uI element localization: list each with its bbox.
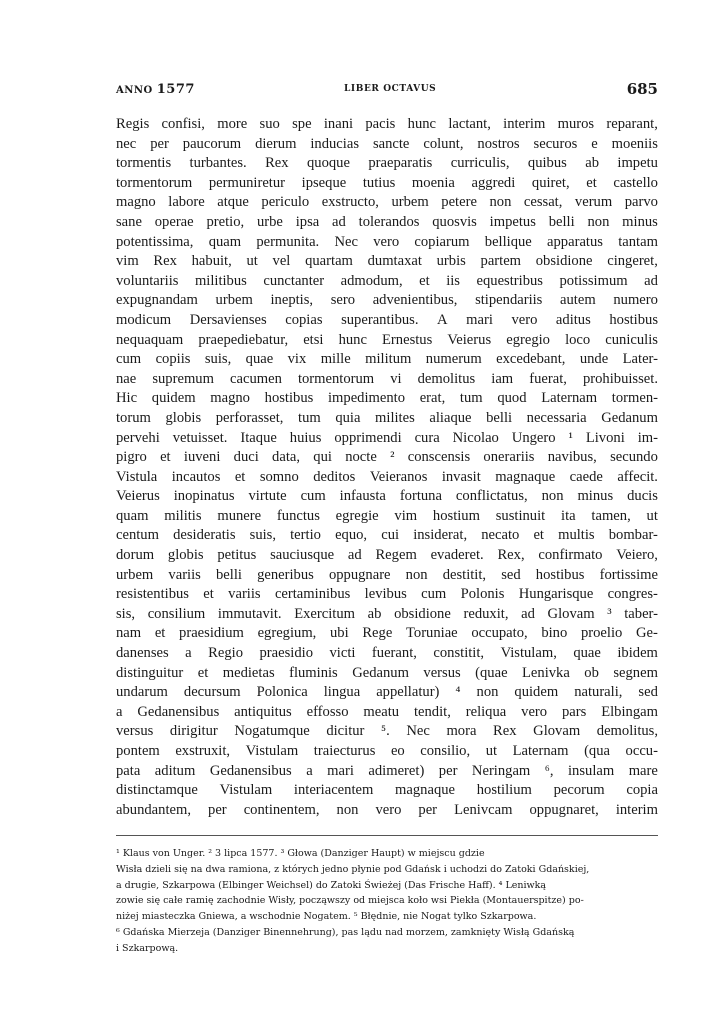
text-line: nec per paucorum dierum inducias sancte colunt, nostros securos e moeniis: [116, 135, 658, 152]
text-line: pigro et iuveni duci data, qui nocte ² conscensis onerariis navibus, secundo: [116, 449, 658, 466]
text-line: nae supremum cacumen tormentorum vi demolitus iam fuerat, prohibuisset.: [116, 370, 658, 387]
text-line: pontem exstruxit, Vistulam traiecturus eo consilio, ut Laternam (qua occu-: [116, 743, 658, 759]
header-book-title: LIBER OCTAVUS: [344, 84, 437, 94]
text-line: danenses a Regio praesidio victi fuerant, constitit, Vistulam, quae ibidem: [116, 645, 658, 662]
text-line: pervehi vetuisset. Itaque huius opprimendi cura Nicolao Ungero ¹ Livoni im-: [116, 429, 658, 446]
text-line: vim Rex habuit, ut vel quartam dumtaxat urbis partem obsidione cingeret,: [116, 253, 658, 270]
footnote-line: i Szkarpową.: [116, 942, 179, 954]
header-anno: ANNO: [116, 85, 153, 96]
text-line: tormentorum permuniretur ipseque tutius moenia aggredi quiret, et castello: [116, 174, 658, 191]
text-line: abundantem, per continentem, non vero per Lenivcam oppugnaret, interim: [116, 801, 658, 818]
text-line: voluntariis militibus cunctanter admodum, et iis equestribus potissimum ad: [116, 272, 658, 289]
text-line: nequaquam praepediebatur, etsi hunc Ernestus Veierus egregio loco cuniculis: [116, 331, 658, 348]
text-line: nam et praesidium egregium, ubi Rege Toruniae occupato, bino proelio Ge-: [116, 625, 658, 642]
footnote-divider: [116, 835, 658, 836]
footnote-line: a drugie, Szkarpowa (Elbinger Weichsel) do Zatoki Świeżej (Das Frische Haff). ⁴ Leniwką: [116, 879, 547, 891]
text-line: Vistula incautos et somno deditos Veieranos invasit magnaque caede affecit.: [116, 468, 658, 485]
footnote-line: zowie się całe ramię zachodnie Wisły, począwszy od miejsca koło wsi Piekła (Montauerspitze) po-: [116, 895, 584, 907]
footnote-line: Wisła dzieli się na dwa ramiona, z których jedno płynie pod Gdańsk i uchodzi do Zatoki Gdańskiej,: [116, 863, 590, 875]
text-line: resistentibus et variis certaminibus levibus cum Polonis Hungarisque congres-: [116, 586, 658, 603]
text-line: potentissima, quam permunita. Nec vero copiarum bellique apparatus tantam: [116, 233, 658, 250]
text-line: quam militis munere functus egregie vim hostium sustinuit ita tamen, ut: [116, 507, 658, 524]
text-line: expugnandam urbem ineptis, sero advenientibus, stipendariis autem numero: [116, 292, 658, 309]
text-line: undarum decursum Polonica lingua appellatur) ⁴ non quidem naturali, sed: [116, 684, 658, 701]
text-line: sis, consilium immutavit. Exercitum ab obsidione reduxit, ad Glovam ³ taber-: [116, 605, 658, 622]
footnote-line: niżej miasteczka Gniewa, a wschodnie Nogatem. ⁵ Błędnie, nie Nogat tylko Szkarpowa.: [116, 911, 537, 923]
text-line: sane operae pretio, urbe ipsa ad tolerandos quosvis impetus belli non minus: [116, 213, 658, 230]
text-line: Regis confisi, more suo spe inani pacis hunc lactant, interim muros reparant,: [116, 116, 658, 132]
text-line: cum copiis suis, quae vix mille militum numerum excedebant, unde Later-: [116, 351, 658, 368]
text-line: urbem variis belli generibus oppugnare non destitit, sed hostibus fortissime: [116, 566, 658, 583]
text-line: centum desideratis suis, tertio equo, cui insiderat, necato et multis bombar-: [116, 527, 658, 544]
page-number: 685: [626, 80, 658, 98]
text-line: magno labore atque periculo exstructo, urbem petere non cessat, verum parvo: [116, 194, 658, 211]
footnote-line: ⁶ Gdańska Mierzeja (Danziger Binennehrung), pas lądu nad morzem, zamknięty Wisłą Gdańską: [116, 926, 575, 938]
running-header: [116, 80, 658, 100]
header-year: [116, 82, 195, 97]
text-line: tormentis turbantes. Rex quoque praeparatis curriculis, quibus ab impetu: [116, 155, 658, 172]
footnote-line: ¹ Klaus von Unger. ² 3 lipca 1577. ³ Głowa (Danziger Haupt) w miejscu gdzie: [116, 848, 485, 859]
text-line: torum globis perforasset, tum quia milites aliaque belli necessaria Gedanum: [116, 409, 658, 426]
text-line: Veierus inopinatus virtute cum infausta fortuna conflictatus, non minus ducis: [116, 488, 658, 505]
text-line: distinctamque Vistulam interiacentem magnaque hostilium pecorum copia: [116, 782, 658, 799]
header-year-number: 1577: [156, 82, 195, 97]
text-line: versus dirigitur Nogatumque dicitur ⁵. Nec mora Rex Glovam demolitus,: [116, 723, 658, 740]
text-line: pata aditum Gedanensibus a mari adimeret) per Neringam ⁶, insulam mare: [116, 762, 658, 779]
text-line: a Gedanensibus antiquitus effosso meatu tendit, reliqua vero pars Elbingam: [116, 703, 658, 720]
text-line: Hic quidem magno hostibus impedimento erat, tum quod Laternam tormen-: [116, 390, 658, 407]
text-line: dorum globis petitus sauciusque ad Regem evaderet. Rex, confirmato Veiero,: [116, 547, 658, 564]
text-line: distinguitur et medietas fluminis Gedanum versus (quae Lenivka ob segnem: [116, 664, 658, 681]
main-text: [116, 115, 658, 820]
footnotes: [116, 846, 658, 957]
text-line: modicum Dersavienses copias superantibus. A mari vero aditus hostibus: [116, 311, 658, 328]
